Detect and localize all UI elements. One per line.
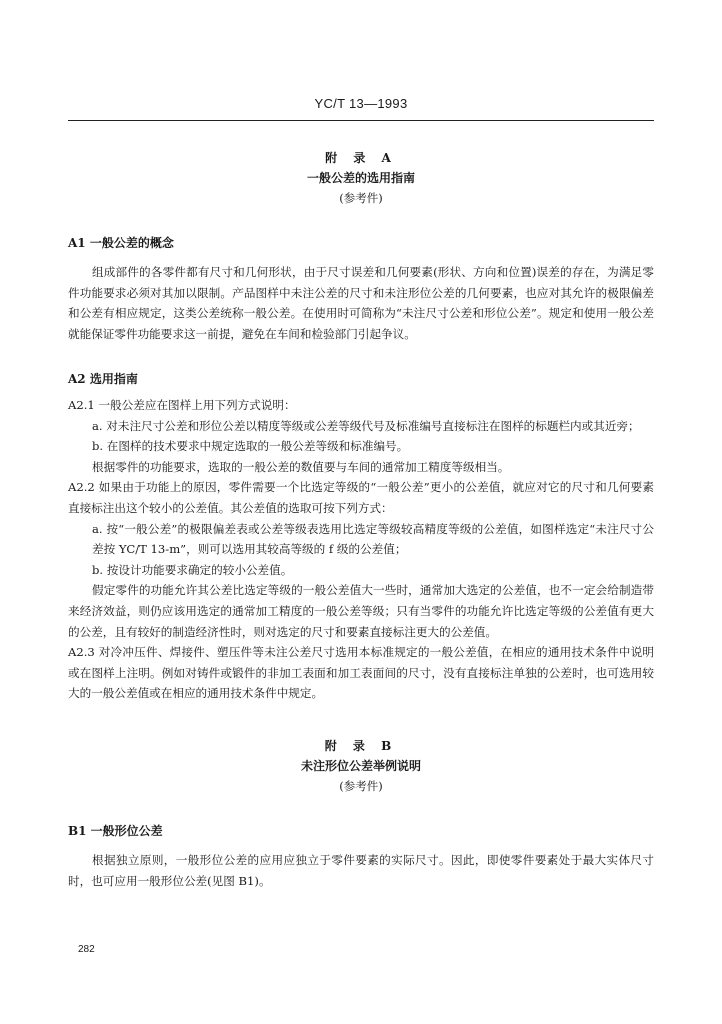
appendix-b-heading-block: [0, 736, 722, 796]
clause-a2-1-note: 根据零件的功能要求，选取的一般公差的数值要与车间的通常加工精度等级相当。: [92, 459, 510, 474]
clause-a2-2-item-a: a. 按“一般公差”的极限偏差表或公差等级表选用比选定等级较高精度等级的公差值，如图样选定“未注尺寸公差按 YC/T 13-m”，则可以选用其较高等级的 f 级的公差值；: [92, 521, 654, 557]
section-a1-paragraph: 组成部件的各零件都有尺寸和几何形状，由于尺寸误差和几何要素(形状、方向和位置)误差的存在，为满足零件功能要求必须对其加以限制。产品图样中未注公差的尺寸和未注形位公差的几何要素，也应对其允许的极限偏差和公差有相应规定，这类公差统称一般公差。在使用时可简称为“未注尺寸公差和形位公差”。规定和使用一般公差就能保证零件功能要求这一前提，避免在车间和检验部门引起争议。: [68, 265, 654, 341]
appendix-a-title: 附 录 A: [325, 151, 397, 165]
a2-body: [68, 395, 654, 704]
appendix-a-note: (参考件): [339, 191, 383, 205]
appendix-b-subtitle: 未注形位公差举例说明: [300, 759, 421, 773]
clause-a2-2-note: 假定零件的功能允许其公差比选定等级的一般公差值大一些时，通常加大选定的公差值，也不一定会给制造带来经济效益，则仍应该用选定的通常加工精度的一般公差等级；只有当零件的功能允许比选定等级的公差值有更大的公差，且有较好的制造经济性时，则对选定的尺寸和要素直接标注更大的公差值。: [68, 583, 654, 639]
appendix-a-subtitle: 一般公差的选用指南: [306, 171, 415, 185]
appendix-b-title: 附 录 B: [324, 739, 398, 753]
header-divider: [68, 120, 654, 121]
clause-a2-1-item-a: a. 对未注尺寸公差和形位公差以精度等级或公差等级代号及标准编号直接标注在图样的标题栏内或其近旁；: [92, 418, 640, 433]
section-b1-paragraph: 根据独立原则，一般形位公差的应用应独立于零件要素的实际尺寸。因此，即使零件要素处于最大实体尺寸时，也可应用一般形位公差(见图 B1)。: [68, 853, 654, 888]
running-header: YC/T 13—1993: [314, 96, 408, 111]
appendix-b-note: (参考件): [339, 779, 383, 793]
appendix-a-heading-block: [0, 148, 722, 208]
section-a2-heading: A2 选用指南: [68, 372, 138, 386]
page-number: 282: [78, 944, 95, 955]
section-b1-heading: B1 一般形位公差: [68, 824, 163, 838]
section-a1-heading: A1 一般公差的概念: [68, 236, 174, 250]
clause-a2-2-item-b: b. 按设计功能要求确定的较小公差值。: [92, 562, 293, 577]
clause-a2-2: A2.2 如果由于功能上的原因，零件需要一个比选定等级的“一般公差”更小的公差值，就应对它的尺寸和几何要素直接标注出这个较小的公差值。其公差值的选取可按下列方式：: [68, 480, 654, 515]
clause-a2-1: A2.1 一般公差应在图样上用下列方式说明：: [68, 398, 296, 412]
clause-a2-3: A2.3 对冷冲压件、焊接件、塑压件等未注公差尺寸选用本标准规定的一般公差值，在相应的通用技术条件中说明或在图样上注明。例如对铸件或锻件的非加工表面和加工表面间的尺寸，没有直接标注单独的公差时，也可选用较大的一般公差值或在相应的通用技术条件中规定。: [68, 645, 654, 701]
clause-a2-1-item-b: b. 在图样的技术要求中规定选取的一般公差等级和标准编号。: [92, 439, 409, 454]
